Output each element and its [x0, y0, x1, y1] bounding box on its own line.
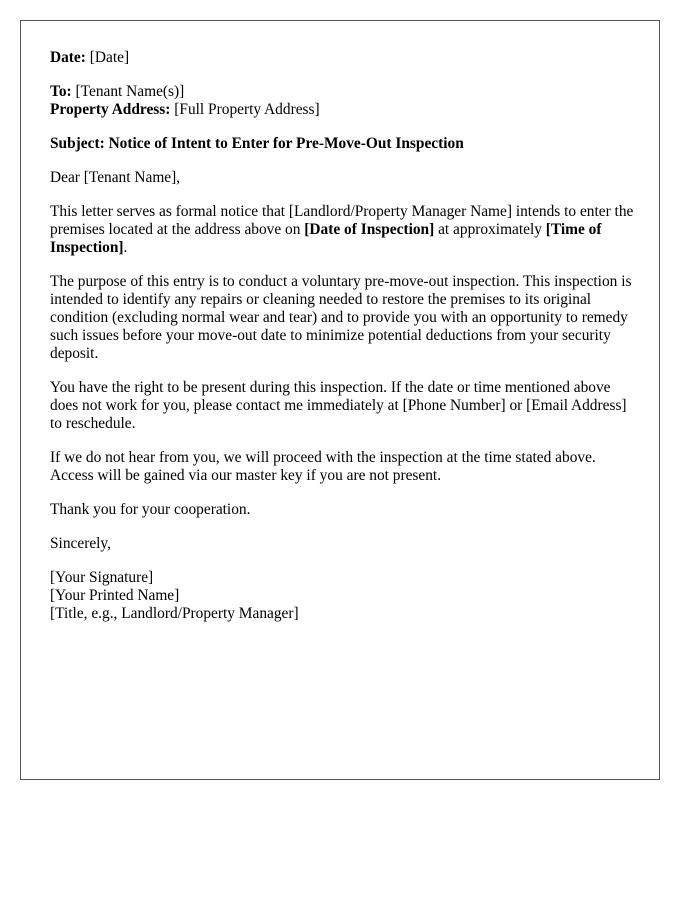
paragraph-access: If we do not hear from you, we will proceed with the inspection at the time stated above. Access will be gained via our master key if you are not present. — [50, 449, 596, 484]
to-value: [Tenant Name(s)] — [75, 83, 185, 100]
date-line — [50, 49, 640, 67]
address-line — [50, 101, 640, 119]
recipient-block — [50, 83, 640, 119]
to-line — [50, 83, 640, 101]
notice-text-c: . — [123, 239, 128, 256]
closing-thanks: Thank you for your cooperation. — [50, 501, 251, 518]
paragraph-purpose: The purpose of this entry is to conduct a voluntary pre-move-out inspection. This inspection is intended to identify any repairs or cleaning needed to restore the premises to its original condition (excluding normal wear and tear) and to provide you with an opportunity to remedy such issues before your move-out date to minimize potential deductions from your security deposit. — [50, 273, 632, 362]
subject-text: Subject: Notice of Intent to Enter for Pre-Move-Out Inspection — [50, 135, 464, 152]
letter-body — [50, 49, 640, 639]
paragraph-rights: You have the right to be present during this inspection. If the date or time mentioned above does not work for you, please contact me immediately at [Phone Number] or [Email Address] to reschedule. — [50, 379, 627, 432]
signer-title: [Title, e.g., Landlord/Property Manager] — [50, 605, 299, 622]
address-label: Property Address: — [50, 101, 171, 118]
subject-line — [50, 135, 640, 153]
inspection-date: [Date of Inspection] — [304, 221, 435, 238]
notice-text-b: at approximately — [434, 221, 546, 238]
notice-text-a: This letter serves as formal notice that [Landlord/Property Manager Name] intends to enter the premises located at the address above on — [50, 203, 634, 238]
paragraph-notice — [50, 203, 640, 257]
signature: [Your Signature] — [50, 569, 154, 586]
closing: Sincerely, — [50, 535, 111, 552]
printed-name: [Your Printed Name] — [50, 587, 180, 604]
address-value: [Full Property Address] — [174, 101, 320, 118]
salutation: Dear [Tenant Name], — [50, 169, 181, 186]
to-label: To: — [50, 83, 72, 100]
date-label: Date: — [50, 49, 86, 66]
date-value: [Date] — [89, 49, 130, 66]
letter-page — [20, 20, 660, 780]
inspection-time: [Time of Inspection] — [50, 221, 602, 256]
signature-block — [50, 569, 640, 623]
